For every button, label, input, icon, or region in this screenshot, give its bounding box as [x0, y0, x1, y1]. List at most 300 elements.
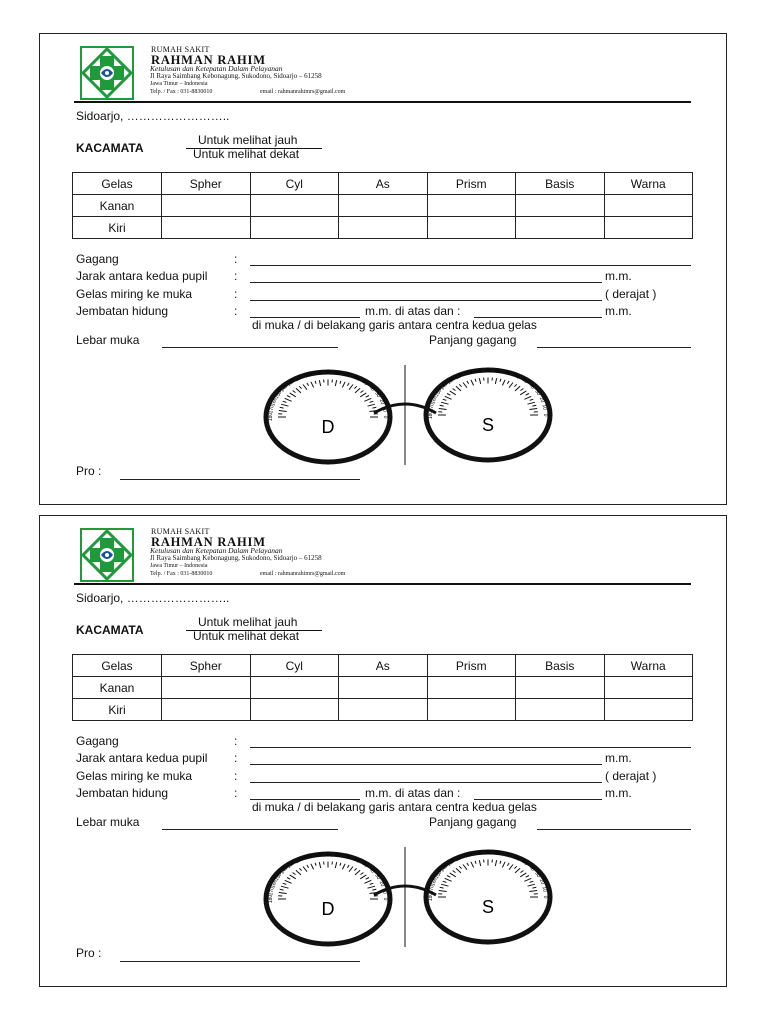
- table-header-cell: As: [339, 173, 428, 195]
- table-cell-input[interactable]: [162, 677, 251, 699]
- mm-unit: m.m.: [605, 304, 632, 318]
- hospital-motto: Ketulusan dan Ketepatan Dalam Pelayanan: [150, 64, 283, 73]
- scale-tick: [360, 875, 366, 879]
- scale-label: 100: [473, 849, 483, 858]
- panjang-gagang-label: Panjang gagang: [429, 333, 517, 347]
- scale-label: 140: [439, 381, 450, 392]
- hospital-name: RAHMAN RAHIM: [151, 535, 266, 549]
- gelas-miring-label: Gelas miring ke muka: [76, 287, 193, 301]
- scale-label: 70: [503, 851, 512, 860]
- row-label-kiri: Kiri: [73, 699, 162, 721]
- scale-tick: [507, 381, 509, 384]
- scale-tick: [281, 886, 289, 888]
- pro-input[interactable]: [120, 961, 360, 962]
- scale-label: 100: [313, 851, 323, 860]
- scale-tick: [280, 889, 284, 890]
- scale-label: 10: [380, 406, 388, 413]
- panjang-gagang-label: Panjang gagang: [429, 815, 517, 829]
- hospital-phone: Telp. / Fax : 031-8830010: [150, 89, 213, 95]
- scale-tick: [287, 878, 290, 880]
- scale-tick: [372, 407, 376, 408]
- lens-table: [72, 654, 693, 721]
- mm-atas-label: m.m. di atas dan :: [365, 304, 461, 318]
- scale-tick: [529, 891, 537, 892]
- hospital-address: Jl Raya Saimbang Kebonagung, Sukodono, Sidoarjo – 61258: [150, 554, 322, 562]
- scale-label: 20: [537, 878, 546, 886]
- scale-label: 150: [433, 387, 444, 399]
- scale-label: 40: [367, 384, 376, 393]
- scale-label: 170: [428, 884, 436, 894]
- far-vision-label: Untuk melihat jauh: [198, 133, 298, 147]
- scale-tick: [364, 398, 371, 401]
- scale-label: 180: [428, 410, 434, 420]
- scale-label: 70: [503, 369, 512, 378]
- scale-label: 150: [433, 869, 444, 881]
- scale-tick: [296, 388, 301, 393]
- scale-tick: [370, 401, 374, 402]
- scale-tick: [440, 887, 444, 888]
- scale-label: 50: [360, 378, 369, 388]
- scale-tick: [515, 386, 520, 391]
- scale-tick: [439, 891, 447, 892]
- scale-tick: [532, 405, 536, 406]
- scale-tick: [315, 863, 316, 866]
- scale-label: 0: [542, 895, 548, 899]
- scale-label: 30: [533, 870, 542, 879]
- gagang-input[interactable]: [250, 265, 691, 266]
- scale-tick: [509, 383, 513, 388]
- scale-tick: [471, 862, 474, 868]
- table-cell-input[interactable]: [427, 677, 516, 699]
- scale-label: 0: [382, 415, 388, 419]
- scale-label: 160: [430, 876, 439, 887]
- table-cell-input[interactable]: [162, 195, 251, 217]
- scale-label: 90: [325, 851, 331, 858]
- scale-tick: [441, 884, 449, 886]
- mm-unit: m.m.: [605, 751, 632, 765]
- lebar-muka-label: Lebar muka: [76, 333, 140, 347]
- table-header-cell: Warna: [604, 173, 693, 195]
- header-divider: [74, 583, 691, 585]
- table-cell-input[interactable]: [604, 217, 693, 239]
- scale-tick: [368, 886, 376, 888]
- table-cell-input[interactable]: [604, 699, 693, 721]
- left-lens: [266, 852, 390, 944]
- scale-tick: [467, 863, 469, 866]
- scale-tick: [293, 391, 296, 393]
- scale-tick: [495, 378, 496, 384]
- scale-label: 130: [446, 376, 457, 387]
- scale-label: 120: [454, 371, 465, 382]
- table-header-cell: Basis: [516, 655, 605, 677]
- table-header-cell: Spher: [162, 173, 251, 195]
- table-header-cell: Prism: [427, 655, 516, 677]
- hospital-email: email : rahmanrahimrs@gmail.com: [260, 89, 346, 95]
- scale-label: 180: [268, 894, 274, 904]
- scale-tick: [521, 389, 524, 391]
- right-lens: [426, 850, 550, 942]
- scale-tick: [467, 381, 469, 384]
- jarak-input[interactable]: [250, 282, 602, 283]
- scale-tick: [279, 411, 287, 412]
- table-header-cell: Spher: [162, 655, 251, 677]
- scale-tick: [463, 383, 467, 388]
- glasses-axis-diagram: [248, 357, 578, 467]
- colon: :: [234, 751, 238, 765]
- scale-tick: [447, 876, 450, 878]
- scale-tick: [450, 873, 456, 877]
- scale-tick: [453, 389, 456, 391]
- table-header-cell: Gelas: [73, 655, 162, 677]
- scale-label: 120: [294, 373, 305, 384]
- scale-tick: [293, 873, 296, 875]
- scale-tick: [479, 860, 480, 866]
- table-cell-input[interactable]: [250, 699, 339, 721]
- scale-tick: [443, 399, 447, 400]
- lebar-muka-input[interactable]: [162, 347, 338, 348]
- table-cell-input[interactable]: [162, 217, 251, 239]
- table-header-row: [73, 655, 693, 677]
- scale-tick: [354, 386, 356, 388]
- pro-label: Pro :: [76, 464, 102, 478]
- scale-tick: [319, 862, 320, 868]
- hospital-prefix: RUMAH SAKIT: [151, 527, 210, 536]
- scale-tick: [281, 404, 289, 406]
- scale-tick: [315, 381, 316, 384]
- scale-tick: [335, 862, 336, 868]
- gelas-miring-label: Gelas miring ke muka: [76, 769, 193, 783]
- scale-tick: [303, 867, 307, 872]
- place-date-field[interactable]: Sidoarjo, ……………………..: [76, 109, 230, 123]
- scale-label: 130: [286, 860, 297, 871]
- scale-label: 80: [334, 369, 342, 377]
- table-header-cell: Gelas: [73, 173, 162, 195]
- scale-label: 50: [360, 860, 369, 870]
- form-title: KACAMATA: [76, 141, 144, 155]
- scale-label: 140: [439, 863, 450, 874]
- scale-label: 90: [485, 849, 491, 856]
- lens-label-s: S: [481, 415, 495, 435]
- scale-label: 30: [373, 390, 382, 399]
- prescription-card: [39, 33, 727, 505]
- panjang-gagang-input[interactable]: [537, 829, 691, 830]
- scale-label: 140: [279, 383, 290, 394]
- scale-tick: [440, 405, 444, 406]
- scale-tick: [514, 384, 516, 386]
- table-header-cell: Prism: [427, 173, 516, 195]
- scale-tick: [285, 880, 292, 883]
- table-cell-input[interactable]: [339, 217, 428, 239]
- lens-label-d: D: [321, 417, 335, 437]
- scale-tick: [526, 394, 529, 396]
- scale-label: 100: [313, 369, 323, 378]
- prescription-card: [39, 515, 727, 987]
- header-divider: [74, 101, 691, 103]
- scale-tick: [342, 864, 345, 870]
- hospital-province: Jawa Timur – Indonesia: [150, 563, 208, 569]
- table-row: [73, 699, 693, 721]
- table-cell-input[interactable]: [604, 677, 693, 699]
- scale-tick: [366, 878, 369, 880]
- scale-tick: [311, 864, 314, 870]
- scale-tick: [335, 380, 336, 386]
- scale-tick: [285, 398, 292, 401]
- scale-tick: [475, 379, 476, 382]
- row-label-kanan: Kanan: [73, 195, 162, 217]
- scale-label: 160: [270, 878, 279, 889]
- table-header-cell: Warna: [604, 655, 693, 677]
- hospital-motto: Ketulusan dan Ketepatan Dalam Pelayanan: [150, 546, 283, 555]
- scale-label: 120: [294, 855, 305, 866]
- table-cell-input[interactable]: [339, 195, 428, 217]
- scale-tick: [441, 402, 449, 404]
- lens-label-d: D: [321, 899, 335, 919]
- scale-label: 180: [428, 892, 434, 902]
- scale-label: 80: [334, 851, 342, 859]
- scale-tick: [507, 863, 509, 866]
- muka-belakang-note: di muka / di belakang garis antara centra kedua gelas: [252, 800, 537, 814]
- scale-tick: [360, 393, 366, 397]
- derajat-unit: ( derajat ): [605, 769, 657, 783]
- scale-tick: [532, 887, 536, 888]
- jembatan-label: Jembatan hidung: [76, 304, 169, 318]
- scale-tick: [530, 399, 534, 400]
- table-header-row: [73, 173, 693, 195]
- scale-tick: [283, 883, 287, 884]
- gelas-miring-input[interactable]: [250, 300, 602, 301]
- scale-label: 70: [343, 853, 352, 862]
- scale-label: 170: [428, 402, 436, 412]
- form-title: KACAMATA: [76, 623, 144, 637]
- scale-label: 40: [527, 382, 536, 391]
- scale-tick: [354, 868, 356, 870]
- scale-tick: [445, 878, 452, 881]
- table-cell-input[interactable]: [162, 699, 251, 721]
- scale-tick: [287, 396, 290, 398]
- scale-label: 110: [463, 369, 474, 378]
- scale-tick: [340, 381, 341, 384]
- table-cell-input[interactable]: [516, 217, 605, 239]
- scale-tick: [500, 379, 501, 382]
- scale-tick: [364, 880, 371, 883]
- scale-tick: [361, 391, 364, 393]
- colon: :: [234, 769, 238, 783]
- gagang-input[interactable]: [250, 747, 691, 748]
- scale-tick: [520, 391, 526, 395]
- scale-label: 110: [463, 851, 474, 860]
- glasses-axis-diagram: [248, 839, 578, 949]
- pro-label: Pro :: [76, 946, 102, 960]
- scale-label: 60: [352, 856, 361, 865]
- scale-label: 90: [325, 369, 331, 376]
- scale-tick: [355, 870, 360, 875]
- lebar-muka-input[interactable]: [162, 829, 338, 830]
- scale-label: 140: [279, 865, 290, 876]
- scale-tick: [456, 868, 461, 873]
- panjang-gagang-input[interactable]: [537, 347, 691, 348]
- place-date-field[interactable]: Sidoarjo, ……………………..: [76, 591, 230, 605]
- colon: :: [234, 287, 238, 301]
- scale-label: 170: [268, 886, 276, 896]
- scale-tick: [502, 380, 505, 386]
- row-label-kiri: Kiri: [73, 217, 162, 239]
- scale-label: 10: [540, 886, 548, 893]
- table-cell-input[interactable]: [516, 677, 605, 699]
- jarak-label: Jarak antara kedua pupil: [76, 751, 208, 765]
- scale-label: 110: [303, 371, 314, 380]
- scale-tick: [296, 870, 301, 875]
- gagang-label: Gagang: [76, 734, 119, 748]
- near-vision-label: Untuk melihat dekat: [193, 147, 300, 161]
- scale-tick: [526, 876, 529, 878]
- scale-label: 160: [270, 396, 279, 407]
- scale-label: 100: [473, 367, 483, 376]
- scale-tick: [349, 867, 353, 872]
- table-cell-input[interactable]: [339, 699, 428, 721]
- scale-tick: [502, 862, 505, 868]
- scale-tick: [456, 386, 461, 391]
- scale-tick: [495, 860, 496, 866]
- hospital-address: Jl Raya Saimbang Kebonagung, Sukodono, Sidoarjo – 61258: [150, 72, 322, 80]
- scale-label: 130: [286, 378, 297, 389]
- muka-belakang-note: di muka / di belakang garis antara centra kedua gelas: [252, 318, 537, 332]
- scale-tick: [366, 396, 369, 398]
- scale-label: 130: [446, 858, 457, 869]
- table-header-cell: Cyl: [250, 655, 339, 677]
- table-header-cell: Basis: [516, 173, 605, 195]
- scale-tick: [445, 396, 452, 399]
- scale-tick: [280, 407, 284, 408]
- table-cell-input[interactable]: [604, 195, 693, 217]
- scale-tick: [453, 871, 456, 873]
- scale-tick: [475, 861, 476, 864]
- scale-label: 60: [352, 374, 361, 383]
- table-cell-input[interactable]: [516, 195, 605, 217]
- scale-tick: [447, 394, 450, 396]
- hospital-logo-icon: [80, 528, 134, 582]
- scale-tick: [340, 863, 341, 866]
- table-header-cell: Cyl: [250, 173, 339, 195]
- table-cell-input[interactable]: [427, 699, 516, 721]
- gelas-miring-input[interactable]: [250, 782, 602, 783]
- hospital-phone: Telp. / Fax : 031-8830010: [150, 571, 213, 577]
- scale-label: 160: [430, 394, 439, 405]
- scale-label: 20: [377, 880, 386, 888]
- scale-label: 50: [520, 858, 529, 868]
- scale-tick: [342, 382, 345, 388]
- scale-tick: [299, 386, 301, 388]
- mm-atas-label: m.m. di atas dan :: [365, 786, 461, 800]
- scale-tick: [290, 875, 296, 879]
- scale-tick: [500, 861, 501, 864]
- table-row: [73, 195, 693, 217]
- scale-tick: [311, 382, 314, 388]
- scale-label: 150: [273, 871, 284, 883]
- scale-label: 80: [494, 849, 502, 857]
- scale-tick: [471, 380, 474, 386]
- scale-tick: [319, 380, 320, 386]
- scale-label: 40: [527, 864, 536, 873]
- jembatan-label: Jembatan hidung: [76, 786, 169, 800]
- scale-tick: [530, 881, 534, 882]
- table-cell-input[interactable]: [250, 217, 339, 239]
- scale-tick: [479, 378, 480, 384]
- scale-tick: [459, 866, 461, 868]
- scale-label: 90: [485, 367, 491, 374]
- near-vision-label: Untuk melihat dekat: [193, 629, 300, 643]
- far-vision-label: Untuk melihat jauh: [198, 615, 298, 629]
- scale-label: 10: [540, 404, 548, 411]
- scale-tick: [370, 883, 374, 884]
- scale-label: 20: [377, 398, 386, 406]
- colon: :: [234, 734, 238, 748]
- jarak-input[interactable]: [250, 764, 602, 765]
- derajat-unit: ( derajat ): [605, 287, 657, 301]
- scale-label: 180: [268, 412, 274, 422]
- mm-unit: m.m.: [605, 786, 632, 800]
- scale-tick: [524, 396, 531, 399]
- scale-label: 60: [512, 854, 521, 863]
- scale-tick: [361, 873, 364, 875]
- table-cell-input[interactable]: [250, 195, 339, 217]
- table-row: [73, 677, 693, 699]
- hospital-prefix: RUMAH SAKIT: [151, 45, 210, 54]
- scale-tick: [515, 868, 520, 873]
- scale-label: 20: [537, 396, 546, 404]
- scale-tick: [529, 409, 537, 410]
- table-header-cell: As: [339, 655, 428, 677]
- scale-label: 40: [367, 866, 376, 875]
- scale-tick: [459, 384, 461, 386]
- jarak-label: Jarak antara kedua pupil: [76, 269, 208, 283]
- left-lens: [266, 370, 390, 462]
- scale-label: 0: [382, 897, 388, 901]
- table-cell-input[interactable]: [427, 217, 516, 239]
- table-cell-input[interactable]: [516, 699, 605, 721]
- right-lens: [426, 368, 550, 460]
- scale-tick: [299, 868, 301, 870]
- scale-tick: [439, 409, 447, 410]
- scale-label: 0: [542, 413, 548, 417]
- scale-label: 60: [512, 372, 521, 381]
- scale-tick: [509, 865, 513, 870]
- table-cell-input[interactable]: [427, 195, 516, 217]
- table-row: [73, 217, 693, 239]
- scale-tick: [528, 884, 536, 886]
- colon: :: [234, 786, 238, 800]
- scale-tick: [368, 404, 376, 406]
- hospital-name: RAHMAN RAHIM: [151, 53, 266, 67]
- pro-input[interactable]: [120, 479, 360, 480]
- table-cell-input[interactable]: [250, 677, 339, 699]
- table-cell-input[interactable]: [339, 677, 428, 699]
- colon: :: [234, 304, 238, 318]
- scale-label: 120: [454, 853, 465, 864]
- colon: :: [234, 252, 238, 266]
- scale-tick: [463, 865, 467, 870]
- lens-label-s: S: [481, 897, 495, 917]
- scale-label: 30: [373, 872, 382, 881]
- scale-tick: [443, 881, 447, 882]
- scale-tick: [355, 388, 360, 393]
- mm-unit: m.m.: [605, 269, 632, 283]
- scale-label: 30: [533, 388, 542, 397]
- hospital-email: email : rahmanrahimrs@gmail.com: [260, 571, 346, 577]
- lens-table: [72, 172, 693, 239]
- scale-label: 50: [520, 376, 529, 386]
- lebar-muka-label: Lebar muka: [76, 815, 140, 829]
- scale-label: 70: [343, 371, 352, 380]
